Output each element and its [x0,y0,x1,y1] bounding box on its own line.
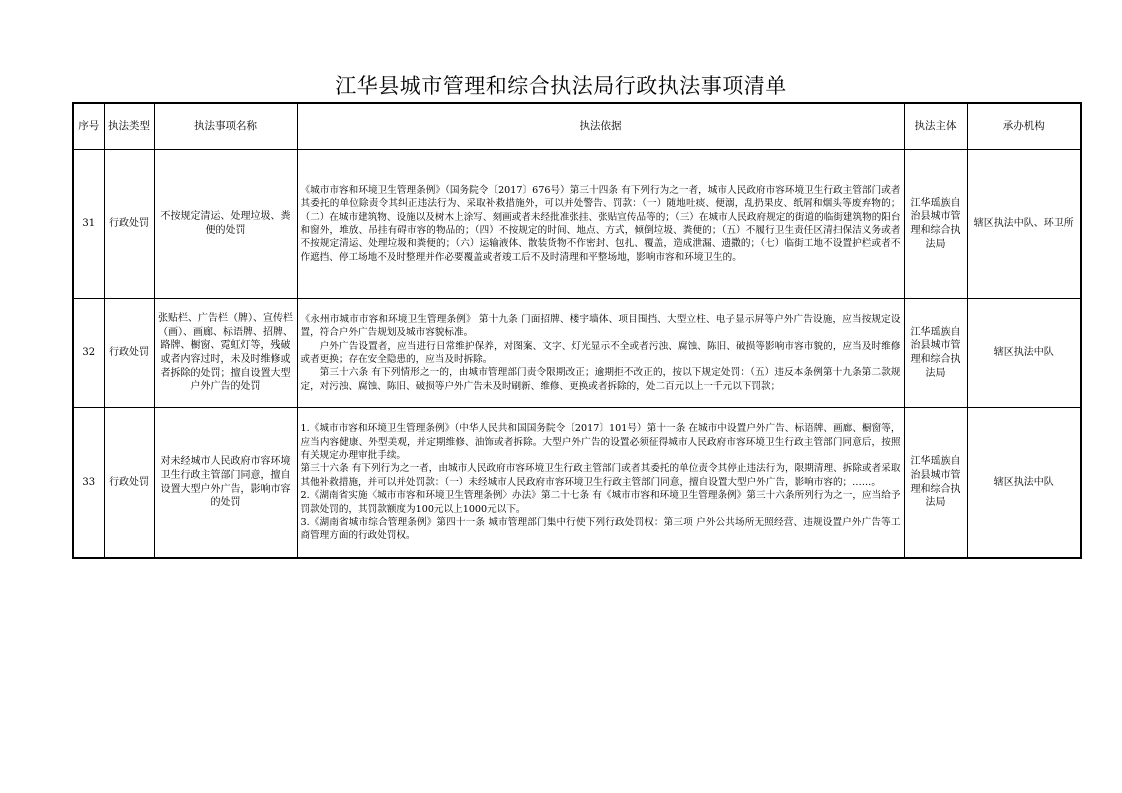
row-subject: 江华瑶族自治县城市管理和综合执法局 [904,408,967,559]
row-item-name: 不按规定清运、处理垃圾、粪便的处罚 [154,150,297,299]
header-name: 执法事项名称 [154,103,297,150]
row-legal-basis [297,408,904,559]
row-org: 辖区执法中队 [967,408,1081,559]
row-org: 辖区执法中队、环卫所 [967,150,1081,299]
row-legal-basis [297,150,904,299]
document-title: 江华县城市管理和综合执法局行政执法事项清单 [335,74,787,98]
row-type: 行政处罚 [104,150,154,299]
header-org: 承办机构 [967,103,1081,150]
header-basis: 执法依据 [297,103,904,150]
row-item-name: 对未经城市人民政府市容环境卫生行政主管部门同意，擅自设置大型户外广告，影响市容的处罚 [154,408,297,559]
basis-paragraph: 《永州市城市市容和环境卫生管理条例》 第十九条 门面招牌、楼宇墙体、项目围挡、大型立柱、电子显示屏等户外广告设施，应当按规定设置，符合户外广告规划及城市容貌标准。 [300,313,901,339]
row-seq: 32 [73,299,104,408]
row-seq: 31 [73,150,104,299]
row-subject: 江华瑶族自治县城市管理和综合执法局 [904,150,967,299]
table-row [73,150,1081,299]
enforcement-items-table [72,102,1082,559]
basis-paragraph: 《城市市容和环境卫生管理条例》（国务院令〔2017〕676号）第三十四条 有下列行为之一者，城市人民政府市容环境卫生行政主管部门或者其委托的单位除责令其纠正违法行为、采取补救措施外，可以并处警告、罚款：（一）随地吐痰、便溺，乱扔果皮、纸屑和烟头等废弃物的；（二）在城市建筑物、设施以及树木上涂写、刻画或者未经批准张挂、张贴宣传品等的；（三）在城市人民政府规定的街道的临街建筑物的阳台和窗外，堆放、吊挂有碍市容的物品的；（四）不按规定的时间、地点、方式，倾倒垃圾、粪便的；（五）不履行卫生责任区清扫保洁义务或者不按规定清运、处理垃圾和粪便的；（六）运输液体、散装货物不作密封、包扎、覆盖，造成泄漏、遗撒的；（七）临街工地不设置护栏或者不作遮挡、停工场地不及时整理并作必要覆盖或者竣工后不及时清理和平整场地，影响市容和环境卫生的。 [300,184,901,263]
row-type: 行政处罚 [104,299,154,408]
table-row [73,299,1081,408]
table-header-row [73,103,1081,150]
row-type: 行政处罚 [104,408,154,559]
basis-paragraph: 户外广告设置者，应当进行日常维护保养，对图案、文字、灯光显示不全或者污浊、腐蚀、陈旧、破损等影响市容市貌的，应当及时维修或者更换；存在安全隐患的，应当及时拆除。 [300,340,901,365]
header-seq: 序号 [73,103,104,150]
row-org: 辖区执法中队 [967,299,1081,408]
header-type: 执法类型 [104,103,154,150]
row-seq: 33 [73,408,104,559]
table-row [73,408,1081,559]
basis-paragraph: 1.《城市市容和环境卫生管理条例》（中华人民共和国国务院令〔2017〕101号）第十一条 在城市中设置户外广告、标语牌、画廊、橱窗等，应当内容健康、外型美观，并定期维修、油饰或者拆除。大型户外广告的设置必须征得城市人民政府市容环境卫生行政主管部门同意后，按照有关规定办理审批手续。 [300,423,901,461]
basis-paragraph: 3.《湖南省城市综合管理条例》第四十一条 城市管理部门集中行使下列行政处罚权：第三项 户外公共场所无照经营、违规设置户外广告等工商管理方面的行政处罚权。 [300,517,901,542]
header-subject: 执法主体 [904,103,967,150]
basis-paragraph: 第三十六条 有下列情形之一的，由城市管理部门责令限期改正；逾期拒不改正的，按以下规定处罚：（五）违反本条例第十九条第二款规定，对污浊、腐蚀、陈旧、破损等户外广告未及时刷新、维修、更换或者拆除的，处二百元以上一千元以下罚款； [300,367,901,392]
row-legal-basis [297,299,904,408]
basis-paragraph: 2.《湖南省实施〈城市市容和环境卫生管理条例〉办法》第二十七条 有《城市市容和环境卫生管理条例》第三十六条所列行为之一，应当给予罚款处罚的，其罚款额度为100元以上1000元以下。 [300,490,901,515]
row-subject: 江华瑶族自治县城市管理和综合执法局 [904,299,967,408]
basis-paragraph: 第三十六条 有下列行为之一者，由城市人民政府市容环境卫生行政主管部门或者其委托的单位责令其停止违法行为，限期清理、拆除或者采取其他补救措施，并可以并处罚款：（一）未经城市人民政府市容环境卫生行政主管部门同意，擅自设置大型户外广告，影响市容的；……。 [300,463,901,488]
row-item-name: 张贴栏、广告栏（牌）、宣传栏（画）、画廊、标语牌、招牌、路牌、橱窗、霓虹灯等，残破或者内容过时，未及时维修或者拆除的处罚；擅自设置大型户外广告的处罚 [154,299,297,408]
